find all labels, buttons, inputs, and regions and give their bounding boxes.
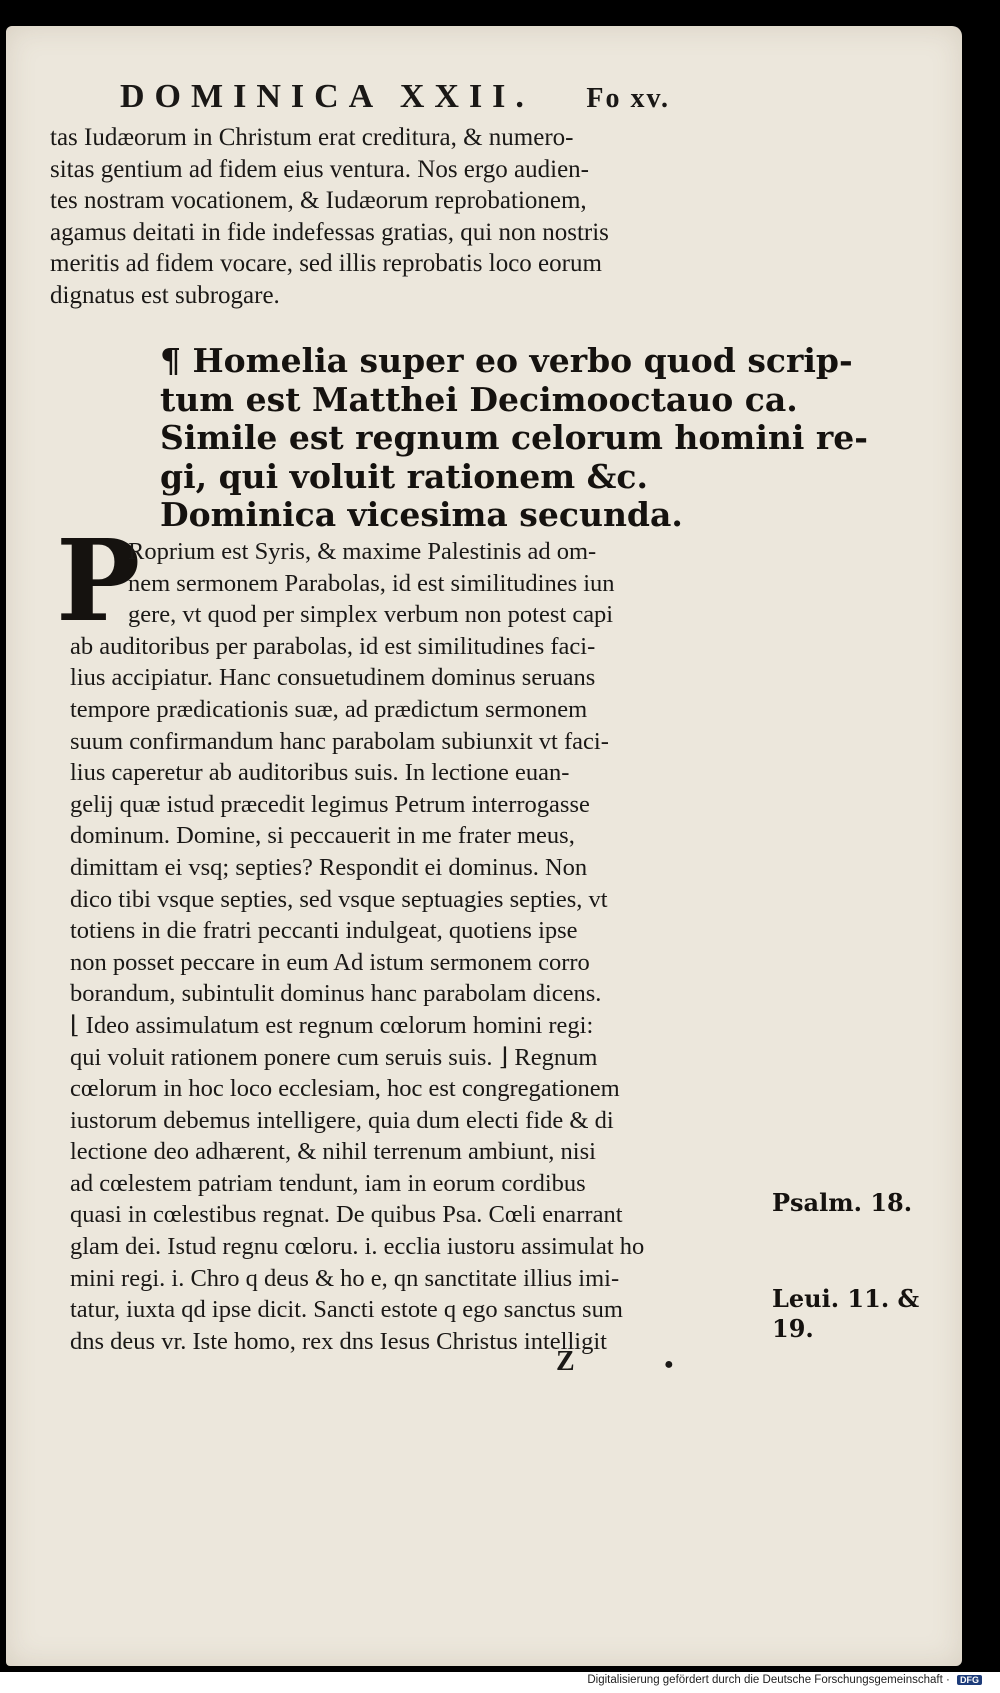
text-line: ⌊ Ideo assimulatum est regnum cœlorum homini regi: [70, 1011, 594, 1039]
text-line: dico tibi vsque septies, sed vsque septuagies septies, vt [70, 885, 608, 913]
heading-line: tum est Matthei Decimooctauo ca. [160, 379, 798, 419]
text-line: non posset peccare in eum Ad istum sermonem corro [70, 948, 590, 976]
text-line: tes nostram vocationem, & Iudæorum reprobationem, [50, 187, 587, 214]
credit-text: Digitalisierung gefördert durch die Deutsche Forschungsgemeinschaft · [587, 1674, 950, 1686]
text-line: lius accipiatur. Hanc consuetudinem dominus seruans [70, 664, 596, 692]
text-line: borandum, subintulit dominus hanc parabolam dicens. [70, 980, 602, 1008]
text-line: agamus deitati in fide indefessas gratias, qui non nostris [50, 218, 609, 246]
text-line: totiens in die fratri peccanti indulgeat, quotiens ipse [70, 917, 578, 945]
dfg-logo: DFG [957, 1675, 982, 1685]
drop-capital: P [56, 516, 141, 647]
text-line: tatur, iuxta qd ipse dicit. Sancti estote q ego sanctus sum [70, 1296, 623, 1324]
heading-line: Simile est regnum celorum homini re- [160, 418, 868, 457]
text-line: meritis ad fidem vocare, sed illis reprobatis loco eorum [50, 250, 602, 277]
text-line: iustorum debemus intelligere, quia dum electi fide & di [70, 1106, 614, 1134]
signature-ornament: ● [664, 1356, 674, 1373]
text-line: ab auditoribus per parabolas, id est similitudines faci- [70, 632, 596, 660]
text-line: dns deus vr. Iste homo, rex dns Iesus Christus intelligit [70, 1327, 607, 1355]
running-head-title: DOMINICA XXII. [120, 78, 534, 115]
text-line: mini regi. i. Chro q deus & ho e, qn sanctitate illius imi- [70, 1264, 620, 1292]
text-line: lectione deo adhærent, & nihil terrenum ambiunt, nisi [70, 1138, 596, 1166]
heading-line: gi, qui voluit rationem &c. [160, 456, 648, 496]
text-line: dimittam ei vsq; septies? Respondit ei dominus. Non [70, 853, 588, 881]
folio-number: Fo xv. [586, 83, 670, 114]
text-line: tempore prædicationis suæ, ad prædictum sermonem [70, 695, 588, 723]
text-line: nem sermonem Parabolas, id est similitudines iun [128, 569, 615, 597]
text-line: quasi in cœlestibus regnat. De quibus Psa. Cœli enarrant [70, 1201, 623, 1229]
text-line: tas Iudæorum in Christum erat creditura, & numero- [50, 124, 574, 151]
heading-line: Dominica vicesima secunda. [160, 495, 683, 534]
margin-note-psalm: Psalm. 18. [772, 1188, 913, 1217]
text-line: qui voluit rationem ponere cum seruis suis. ⌋ Regnum [70, 1043, 598, 1071]
text-line: gere, vt quod per simplex verbum non potest capi [128, 601, 614, 629]
homily-heading [160, 341, 868, 535]
signature-mark: Z [556, 1346, 575, 1377]
text-line: lius caperetur ab auditoribus suis. In lectione euan- [70, 759, 570, 787]
text-line: dignatus est subrogare. [50, 281, 280, 309]
margin-note-leviticus-2: 19. [772, 1314, 814, 1343]
text-line: Roprium est Syris, & maxime Palestinis ad om- [128, 538, 597, 565]
digitization-credit [587, 1674, 982, 1686]
homily-body [70, 536, 770, 1357]
margin-note-leviticus: Leui. 11. & [772, 1284, 920, 1313]
running-head [120, 78, 760, 116]
text-line: dominum. Domine, si peccauerit in me frater meus, [70, 822, 575, 850]
text-line: ad cœlestem patriam tendunt, iam in eorum cordibus [70, 1169, 586, 1197]
text-line: suum confirmandum hanc parabolam subiunxit vt faci- [70, 727, 609, 755]
text-line: glam dei. Istud regnu cœloru. i. ecclia iustoru assimulat ho [70, 1233, 645, 1261]
text-line: cœlorum in hoc loco ecclesiam, hoc est congregationem [70, 1075, 620, 1103]
text-line: sitas gentium ad fidem eius ventura. Nos ergo audien- [50, 155, 589, 183]
text-line: gelij quæ istud præcedit legimus Petrum interrogasse [70, 790, 590, 818]
paragraph-continued [50, 122, 750, 311]
heading-line: ¶ Homelia super eo verbo quod scrip- [160, 341, 853, 380]
